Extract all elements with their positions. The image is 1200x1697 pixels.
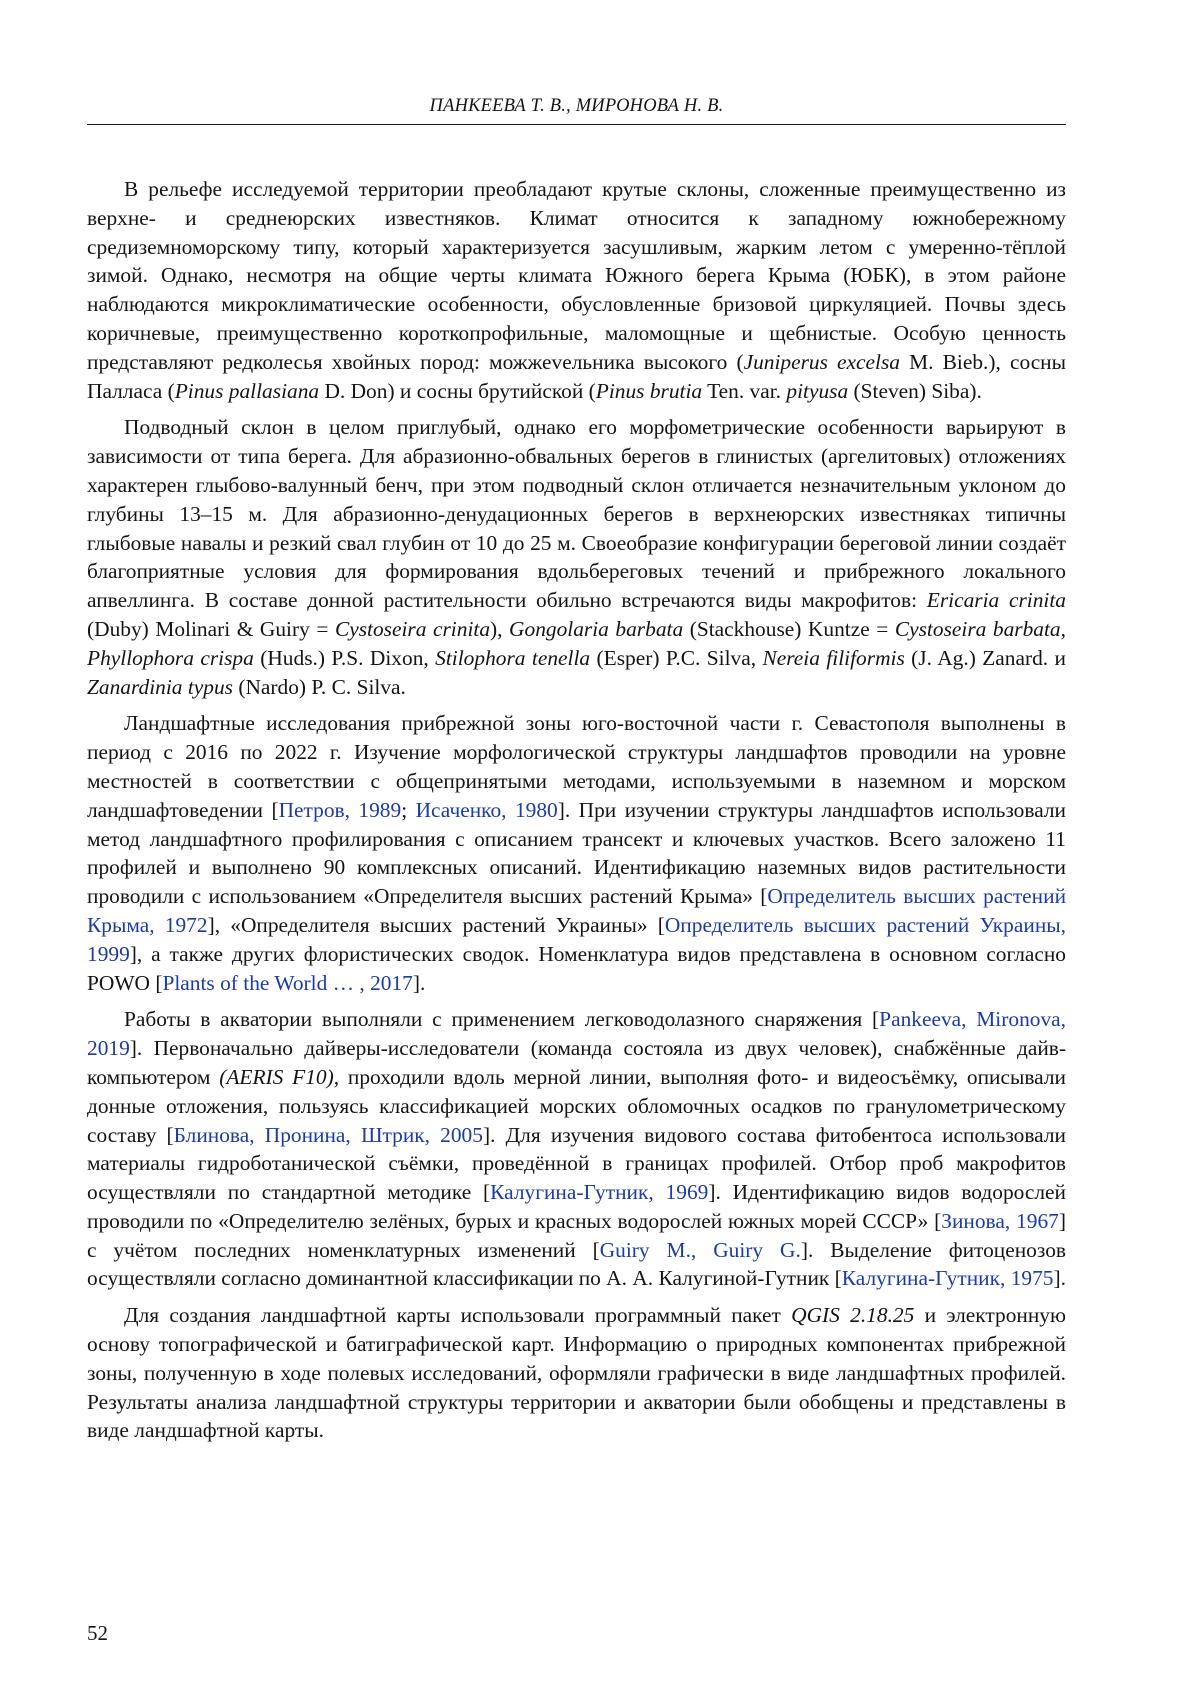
software-name: QGIS 2.18.25 — [791, 1303, 915, 1328]
paragraph-landscape-map: Для создания ландшафтной карты использовали программный пакет QGIS 2.18.25 и электронную основу топографической и батиграфической карт. Информацию о природных компонентах прибрежной зоны, полученную в ходе полевых исследований, оформляли графически в виде ландшафтных профилей. Результаты анализа ландшафтной структуры территории и акватории были обобщены и представлены в виде ландшафтной карты. — [87, 1303, 1066, 1443]
citation-link[interactable]: Определитель высших растений Украины, 1999 — [87, 912, 1066, 966]
citation-link[interactable]: Pankeeva, Mironova, 2019 — [87, 1007, 1066, 1061]
citation-link[interactable]: Guiry M., Guiry G. — [599, 1237, 801, 1262]
citation-link[interactable]: Исаченко, 1980 — [415, 797, 558, 822]
citation-link[interactable]: Зинова, 1967 — [941, 1208, 1059, 1233]
species-name: Stilophora tenella — [435, 645, 591, 670]
paragraph-landscape-research: Ландшафтные исследования прибрежной зоны юго-восточной части г. Севастополя выполнены в период с 2016 по 2022 г. Изучение морфологической структуры ландшафтов проводили на уровне местностей в соответствии с общепринятыми методами, используемыми в наземном и морском ландшафтоведении [Петров, 1989; Исаченко, 1980]. При изучении структуры ландшафтов использовали метод ландшафтного профилирования с описанием трансект и ключевых участков. Всего заложено 11 профилей и выполнено 90 комплексных описаний. Идентификацию наземных видов растительности проводили с использованием «Определителя высших растений Крыма» [Определитель высших растений Крыма, 1972], «Определителя высших растений Украины» [Определитель высших растений Украины, 1999], а также других флористических сводок. Номенклатура видов представлена в основном согласно POWO [Plants of the World … , 2017]. — [87, 711, 1067, 995]
species-name: pityusa — [786, 378, 849, 403]
citation-link[interactable]: Plants of the World … , 2017 — [162, 970, 413, 995]
species-name: Gongolaria barbata — [509, 616, 684, 641]
species-name: Phyllophora crispa — [87, 645, 254, 670]
species-name: Cystoseira crinita — [334, 616, 491, 641]
citation-link[interactable]: Калугина-Гутник, 1975 — [841, 1266, 1054, 1291]
species-name: Ericaria crinita — [926, 588, 1067, 613]
species-name: Cystoseira barbata — [894, 616, 1061, 641]
citation-link[interactable]: Петров, 1989 — [278, 797, 402, 822]
species-name: Pinus pallasiana — [174, 378, 320, 403]
header-rule — [87, 124, 1066, 125]
paragraph-underwater-slope: Подводный склон в целом приглубый, однако его морфометрические особенности варьируют в зависимости от типа берега. Для абразионно-обвальных берегов в глинистых (аргелитовых) отложениях характерен глыбово-валунный бенч, при этом подводный склон отличается незначительным уклоном до глубины 13–15 м. Для абразионно-денудационных берегов в верхнеюрских известняках типичны глыбовые навалы и резкий свал глубин от 10 до 25 м. Своеобразие конфигурации береговой линии создаёт благоприятные условия для формирования вдольбереговых течений и прибрежного локального апвеллинга. В составе донной растительности обильно встречаются виды макрофитов: Ericaria crinita (Duby) Molinari & Guiry = Cystoseira crinita), Gongolaria barbata (Stackhouse) Kuntze = Cystoseira barbata, Phyllophora crispa (Huds.) P.S. Dixon, Stilophora tenella (Esper) P.C. Silva, Nereia filiformis (J. Ag.) Zanard. и Zanardinia typus (Nardo) P. C. Silva. — [87, 415, 1067, 699]
species-name: Zanardinia typus — [87, 674, 233, 699]
paragraph-aquatic-works: Работы в акватории выполняли с применением легководолазного снаряжения [Pankeeva, Mironova, 2019]. Первоначально дайверы-исследователи (команда состояла из двух человек), снабжённые дайв-компьютером (AERIS F10), проходили вдоль мерной линии, выполняя фото- и видеосъёмку, описывали донные отложения, пользуясь классификацией морских обломочных осадков по гранулометрическому составу [Блинова, Пронина, Штрик, 2005]. Для изучения видового состава фитобентоса использовали материалы гидроботанической съёмки, проведённой в границах профилей. Отбор проб макрофитов осуществляли по стандартной методике [Калугина-Гутник, 1969]. Идентификацию видов водорослей проводили по «Определителю зелёных, бурых и красных водорослей южных морей СССР» [Зинова, 1967] с учётом последних номенклатурных изменений [Guiry M., Guiry G.]. Выделение фитоценозов осуществляли согласно доминантной классификации по А. А. Калугиной-Гутник [Калугина-Гутник, 1975]. — [87, 1007, 1067, 1291]
paragraph-relief-climate: В рельефе исследуемой территории преобладают крутые склоны, сложенные преимущественно из верхне- и среднеюрских известняков. Климат относится к западному южнобережному средиземноморскому типу, который характеризуется засушливым, жарким летом с умеренно-тёплой зимой. Однако, несмотря на общие черты климата Южного берега Крыма (ЮБК), в этом районе наблюдаются микроклиматические особенности, обусловленные бризовой циркуляцией. Почвы здесь коричневые, преимущественно короткопрофильные, маломощные и щебнистые. Особую ценность представляют редколесья хвойных пород: можжеvельника высокого (Juniperus excelsa M. Bieb.), сосны Палласа (Pinus pallasiana D. Don) и сосны брутийской (Pinus brutia Ten. var. pityusa (Steven) Siba). — [87, 177, 1067, 403]
page-number: 52 — [87, 1621, 108, 1645]
species-name: Nereia filiformis — [762, 645, 905, 670]
article-body — [87, 175, 1066, 1453]
species-name: Juniperus excelsa — [743, 349, 901, 374]
running-header: ПАНКЕЕВА Т. В., МИРОНОВА Н. В. — [429, 96, 724, 116]
citation-link[interactable]: Блинова, Пронина, Штрик, 2005 — [173, 1122, 483, 1147]
citation-link[interactable]: Определитель высших растений Крыма, 1972 — [87, 884, 1067, 937]
citation-link[interactable]: Калугина-Гутник, 1969 — [490, 1180, 709, 1205]
device-name: (AERIS F10) — [219, 1064, 334, 1089]
species-name: Pinus brutia — [595, 378, 703, 403]
